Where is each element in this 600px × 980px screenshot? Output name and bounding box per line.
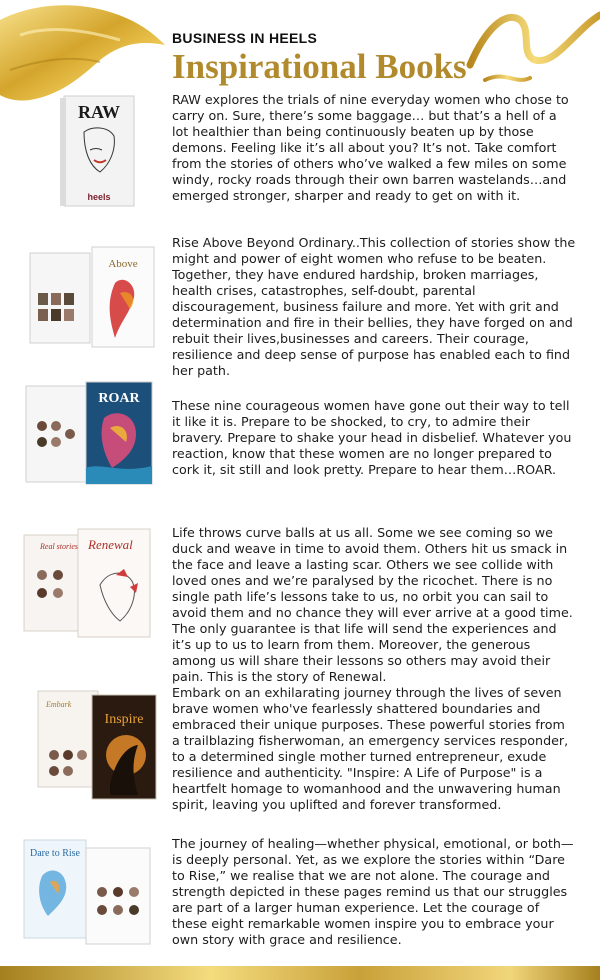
renewal-book-cover: [20, 525, 160, 645]
gold-footer-bar: [0, 966, 600, 980]
cover-brand: heels: [87, 192, 111, 202]
book-description: Embark on an exhilarating journey through the lives of seven brave women who've fearlessly shattered boundaries and embraced their unique purposes. These powerful stories from a trailblazing fisherwoman, an emergency services responder, to a determined single mother turned entrepreneur, exude resilience and authenticity. "Inspire: A Life of Purpose" is a heartfelt homage to womanhood and the unwavering human spirit, leaving you uplifted and forever transformed.: [172, 685, 569, 812]
gold-ribbon-decoration: [0, 0, 170, 105]
cover-title: RAW: [77, 102, 121, 122]
book-description: These nine courageous women have gone out their way to tell it like it is. Prepare to be shocked, to cry, to admire their bravery. Prepare to shake your head in disbelief. Whatever you reaction, know that these women are no longer prepared to cork it, sit still and look pretty. Prepare to hear them…ROAR.: [172, 398, 572, 477]
cover-title: ROAR: [98, 391, 140, 406]
rise-above-book-cover: [20, 243, 160, 353]
book-description: RAW explores the trials of nine everyday women who chose to carry on. Sure, there’s some baggage… but that’s a hell of a lot healthier than being continuously beaten up by those demons. Feeling like it’s all about you? It’s not. Take comfort from the stories of others who’ve walked a few miles on some windy, rocky roads through their own barren wastelands…and emerged stronger, sharper and ready to get on with it.: [172, 92, 569, 203]
svg-text:Real stories: Real stories: [40, 542, 78, 551]
cover-title: Renewal: [88, 537, 133, 552]
book-description: The journey of healing—whether physical, emotional, or both—is deeply personal. Yet, as we explore the stories within “Dare to Rise,” we realise that we are not alone. The courage and strength depicted in these pages remind us that our struggles are part of a larger human experience. Let the courage of these eight remarkable women inspire you to embrace your own story with grace and resilience.: [172, 836, 574, 947]
svg-text:Embark: Embark: [46, 700, 72, 709]
page-title: Inspirational Books: [172, 47, 467, 86]
dare-to-rise-book-cover: [20, 836, 160, 951]
book-description: Rise Above Beyond Ordinary..This collection of stories show the might and power of eight women who refuse to be beaten. Together, they have endured hardship, broken marriages, health crises, catastrophes, self-doubt, parental discouragement, business failure and more. Yet with grit and determination and fire in their bellies, they have forged on and rebuit their lives,businesses and careers. Their courage, resilience and deep sense of purpose has enabled each to find her path.: [172, 235, 576, 378]
cover-title: Dare to Rise: [30, 848, 80, 859]
gold-ribbon-decoration: [460, 0, 600, 90]
book-description: Life throws curve balls at us all. Some we see coming so we duck and weave in time to avoid them. Others hit us smack in the face and leave a lasting scar. Others we see collide with loved ones and we’re paralysed by the ricochet. There is no single path life’s lessons take to us, no orbit you can sail to avoid them and no chance they will ever arrive at a good time. The only guarantee is that life will send the experiences and it’s up to us to learn from them. Moreover, the generous among us will share their lessons so others may avoid their pain. This is the story of Renewal.: [172, 525, 573, 684]
raw-book-cover: [20, 92, 160, 212]
cover-title: Above: [108, 258, 138, 270]
page-header: [172, 30, 467, 86]
roar-book-cover: [20, 378, 160, 488]
cover-title: Inspire: [104, 712, 144, 727]
inspire-book-cover: [20, 685, 160, 805]
brand-kicker: BUSINESS IN HEELS: [172, 30, 318, 46]
